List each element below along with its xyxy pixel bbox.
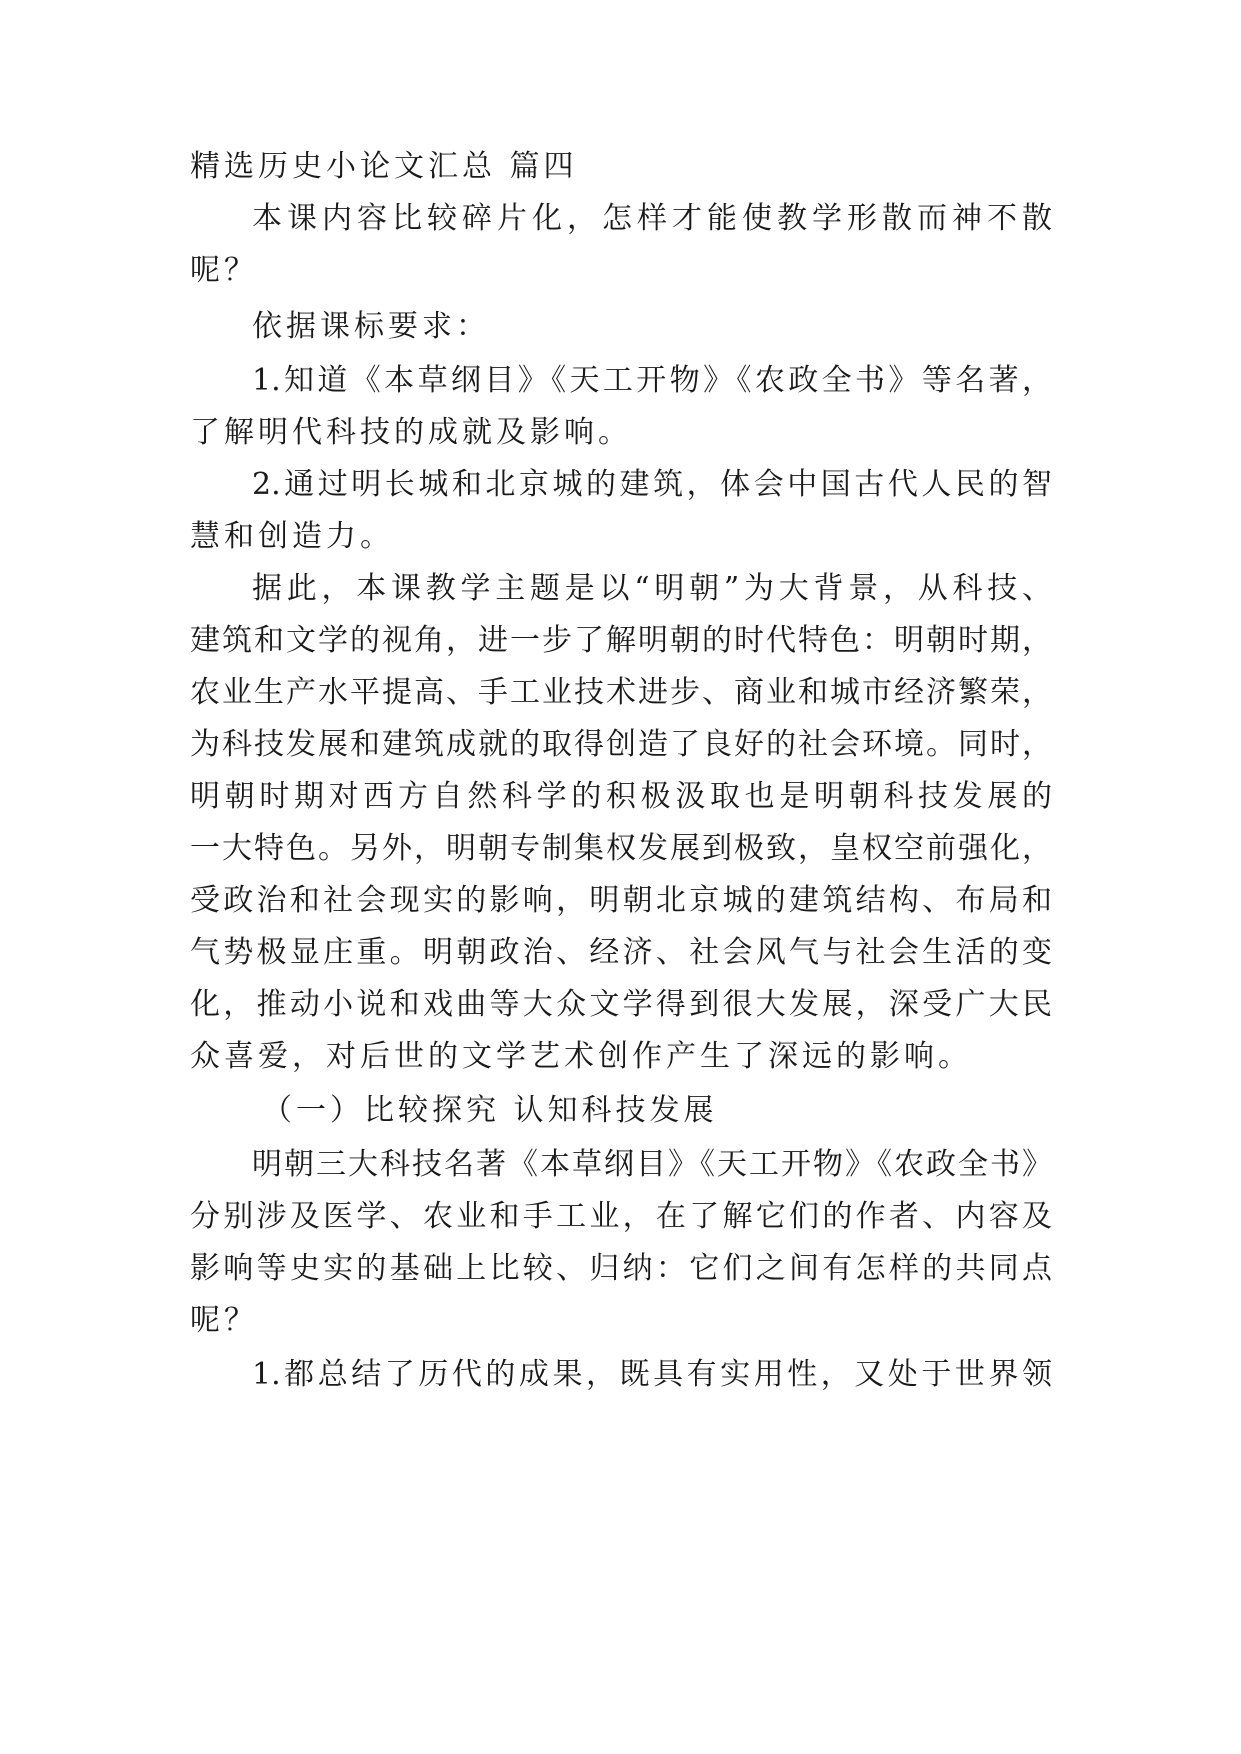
paragraph-line: 1.知道《本草纲目》《天工开物》《农政全书》等名著， [252,363,1052,398]
paragraph-line: 慧和创造力。 [190,519,394,554]
paragraph-line: 呢？ [190,253,258,288]
paragraph-line: 明朝时期对西方自然科学的积极汲取也是明朝科技发展的 [190,779,1052,814]
paragraph-line: 为科技发展和建筑成就的取得创造了良好的社会环境。同时， [190,727,1052,762]
paragraph-line: 受政治和社会现实的影响，明朝北京城的建筑结构、布局和 [190,883,1052,918]
section-heading: （一）比较探究 认知科技发展 [262,1093,718,1128]
paragraph-line: 众喜爱，对后世的文学艺术创作产生了深远的影响。 [190,1039,972,1074]
document-title: 精选历史小论文汇总 篇四 [190,149,578,184]
paragraph-line: 建筑和文学的视角，进一步了解明朝的时代特色：明朝时期， [190,623,1052,658]
paragraph-line: 依据课标要求： [252,309,490,344]
paragraph-line: 明朝三大科技名著《本草纲目》《天工开物》《农政全书》 [252,1147,1052,1182]
paragraph-line: 农业生产水平提高、手工业技术进步、商业和城市经济繁荣， [190,675,1052,710]
paragraph-line: 1.都总结了历代的成果，既具有实用性，又处于世界领 [252,1357,1052,1392]
paragraph-line: 化，推动小说和戏曲等大众文学得到很大发展，深受广大民 [190,987,1052,1022]
paragraph-line: 一大特色。另外，明朝专制集权发展到极致，皇权空前强化， [190,831,1052,866]
paragraph-line: 本课内容比较碎片化，怎样才能使教学形散而神不散 [252,201,1052,236]
paragraph-line: 气势极显庄重。明朝政治、经济、社会风气与社会生活的变 [190,935,1052,970]
paragraph-line: 2.通过明长城和北京城的建筑，体会中国古代人民的智 [252,467,1052,502]
paragraph-line: 影响等史实的基础上比较、归纳：它们之间有怎样的共同点 [190,1251,1052,1286]
paragraph-line: 分别涉及医学、农业和手工业，在了解它们的作者、内容及 [190,1199,1052,1234]
paragraph-line: 呢？ [190,1303,258,1338]
paragraph-line: 据此，本课教学主题是以“明朝”为大背景，从科技、 [252,571,1052,606]
paragraph-line: 了解明代科技的成就及影响。 [190,415,632,450]
